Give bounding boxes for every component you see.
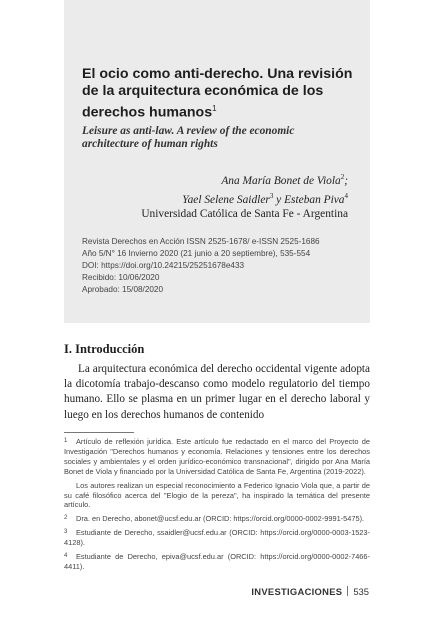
page-number: 535: [353, 586, 369, 597]
footnote-3: 3 Estudiante de Derecho, ssaidler@ucsf.edu.ar (ORCID: https://orcid.org/0000-0003-1523-4128).: [64, 528, 370, 548]
author-name: Yael Selene Saidler: [182, 193, 270, 206]
section-heading: I. Introducción: [64, 342, 145, 356]
author-footnote-mark[interactable]: 2: [340, 173, 345, 181]
issue-line: Año 5/N° 16 Invierno 2020 (21 junio a 20 septiembre), 535-554: [82, 249, 311, 259]
author-line-2: Yael Selene Saidler$^3$ y Esteban Piva$^4$: [182, 191, 348, 206]
footnotes: [64, 437, 370, 576]
footnote-2: 2 Dra. en Derecho, abonet@ucsf.edu.ar (ORCID: https://orcid.org/0000-0002-9991-5475).: [64, 514, 365, 524]
journal-line: Revista Derechos en Acción ISSN 2525-1678/ e-ISSN 2525-1686: [82, 237, 320, 246]
author-name: Esteban Piva: [284, 193, 345, 206]
author-line-1: Ana María Bonet de Viola$^2$;: [221, 173, 348, 187]
footnote-divider: [64, 432, 134, 433]
author-footnote-mark[interactable]: 4: [344, 191, 348, 200]
doi-link[interactable]: DOI: https://doi.org/10.24215/25251678e433: [82, 261, 245, 271]
footnote-4: 4 Estudiante de Derecho, epiva@ucsf.edu.ar (ORCID: https://orcid.org/0000-0002-7466-4411).: [64, 552, 370, 571]
footnote-1-continuation: Los autores realizan un especial reconocimiento a Federico Ignacio Viola que, a partir de su café filosófico acerca del "Elogio de la pereza", ha inspirado la temática del presente artículo.: [64, 480, 370, 510]
running-section-label: INVESTIGACIONES: [251, 586, 343, 597]
approved-date: Aprobado: 15/08/2020: [82, 285, 164, 295]
author-footnote-mark[interactable]: 3: [269, 191, 274, 200]
article-title: El ocio como anti-derecho. Una revisión de la arquitectura económica de los derechos humanos$^1$: [82, 66, 353, 121]
footer-separator: [347, 586, 348, 596]
affiliation: Universidad Católica de Santa Fe - Argentina: [141, 208, 348, 221]
title-footnote-mark[interactable]: 1: [212, 104, 217, 113]
received-date: Recibido: 10/06/2020: [82, 273, 160, 283]
author-name: Ana María Bonet de Viola: [221, 174, 341, 187]
author-block: [141, 170, 348, 222]
body-paragraph: La arquitectura económica del derecho occidental vigente adopta la dicotomía trabajo-descanso como modelo regulatorio del tiempo humano. Ello se plasma en un primer lugar en el derecho laboral y luego en los derechos humanos de contenido: [64, 363, 370, 421]
article-subtitle: Leisure as anti-law. A review of the economic architecture of human rights: [82, 125, 295, 150]
publication-metadata: [82, 236, 372, 296]
page-footer: [251, 586, 369, 597]
footnote-1: 1 Artículo de reflexión jurídica. Este artículo fue redactado en el marco del Proyecto de Investigación "Derechos humanos y economía. Relaciones y tensiones entre los derechos sociales y ambientales y el orden jurídico-económico transnacional", dirigido por Ana María Bonet de Viola y financiado por la Universidad Católica de Santa Fe, Argentina (2019-2022).: [64, 437, 370, 476]
